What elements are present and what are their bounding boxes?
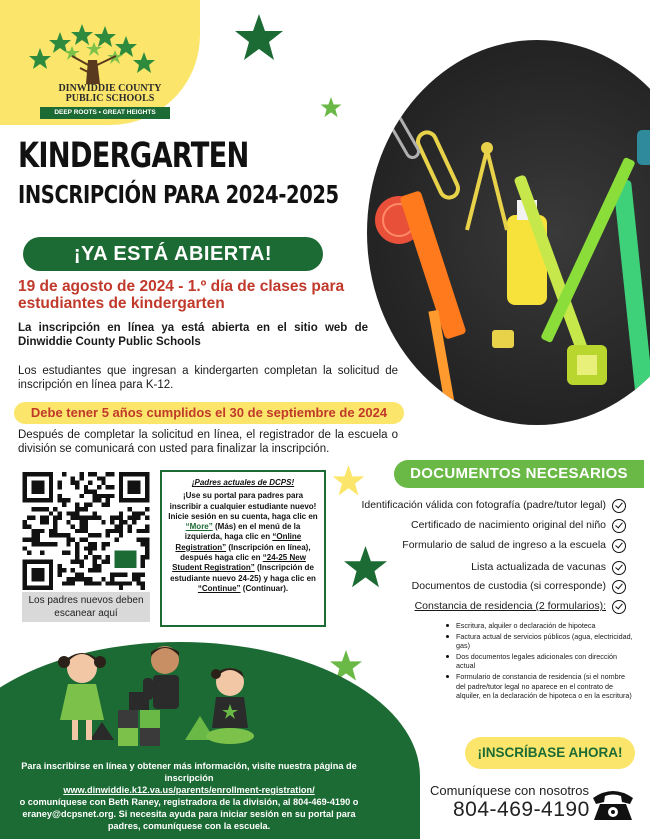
children-playing-illustration [30,640,280,760]
doc-custody: Documentos de custodia (si corresponde) [411,580,606,592]
students-notice: Los estudiantes que ingresan a kindergarten completan la solicitud de inscripción en línea para K-12. [18,365,398,391]
check-icon [612,539,626,553]
list-item: Factura actual de servicios públicos (agua, electricidad, gas) [446,632,636,651]
school-supplies-photo [367,40,650,425]
contact-label: Comuníquese con nosotros [430,783,589,798]
telephone-icon [590,786,636,822]
list-item: Dos documentos legales adicionales con dirección actual [446,652,636,671]
check-icon [612,499,626,513]
page-title: KINDERGARTEN [18,136,249,176]
online-registration-link[interactable]: “Online Registration” [175,532,302,552]
tree-logo-icon [20,18,165,90]
enroll-now-button[interactable]: ¡INSCRÍBASE AHORA! [465,737,635,769]
district-tagline: DEEP ROOTS • GREAT HEIGHTS [40,107,170,119]
footer-info: Para inscribirse en línea y obtener más información, visite nuestra página de inscripción www.dinwiddie.k12.va.us/parents/enrollment-registration/ o comuníquese con Beth Raney, registradora de la división, al 804-469-4190 o eraney@dcpsnet.org. Si necesita ayuda para iniciar sesión en su portal para padres, comuníquese con la escuela. [14,760,364,832]
first-day-notice: 19 de agosto de 2024 - 1.º día de clases para estudiantes de kindergarten [18,278,345,312]
doc-birth-certificate: Certificado de nacimiento original del niño [411,519,606,531]
open-banner: ¡YA ESTÁ ABIERTA! [23,237,323,271]
enrollment-url-link[interactable]: www.dinwiddie.k12.va.us/parents/enrollment-registration/ [63,785,315,795]
portal-heading: ¡Padres actuales de DCPS! [191,478,295,487]
doc-residency: Constancia de residencia (2 formularios): [414,600,606,612]
contact-phone[interactable]: 804-469-4190 [453,798,590,821]
star-icon [234,14,284,62]
star-icon [332,465,365,497]
star-icon [320,97,342,118]
doc-health-form: Formulario de salud de ingreso a la escuela [402,539,606,551]
qr-caption: Los padres nuevos deben escanear aquí [22,592,150,622]
check-icon [612,580,626,594]
district-name: DINWIDDIE COUNTY PUBLIC SCHOOLS [58,83,162,104]
check-icon [612,600,626,614]
new-student-registration-link[interactable]: “24-25 New Student Registration” [172,553,306,573]
page-subtitle: INSCRIPCIÓN PARA 2024-2025 [18,180,339,209]
after-submission-notice: Después de completar la solicitud en línea, el registrador de la escuela o división se comunicará con usted para finalizar la inscripción. [18,429,398,455]
portal-body: ¡Use su portal para padres para inscribir a cualquier estudiante nuevo! Inicie sesión en su cuenta, haga clic en “More” (Más) en el menú de la izquierda, haga clic en “Online Registration” (Inscripción en línea), después haga clic en “24-25 New Student Registration” (Inscripción de estudiante nuevo 24-25) y haga clic en “Continue” (Continuar). [168,491,318,593]
doc-vaccines: Lista actualizada de vacunas [471,561,606,573]
age-requirement-banner: Debe tener 5 años cumplidos el 30 de septiembre de 2024 [14,402,404,424]
list-item: Formulario de constancia de residencia (si el nombre del padre/tutor legal no aparece en el contrato de alquiler, en la declaración de hipoteca o en la escritura) [446,672,636,701]
check-icon [612,519,626,533]
continue-link[interactable]: “Continue” [197,583,241,593]
qr-code-icon[interactable] [22,472,150,590]
check-icon [612,561,626,575]
doc-photo-id: Identificación válida con fotografía (padre/tutor legal) [361,499,606,511]
more-link[interactable]: “More” [185,522,213,532]
list-item: Escritura, alquiler o declaración de hipoteca [446,621,636,631]
online-notice: La inscripción en línea ya está abierta en el sitio web de Dinwiddie County Public Schools [18,322,368,348]
parent-portal-instructions [160,470,326,627]
documents-heading: DOCUMENTOS NECESARIOS [394,460,644,488]
star-icon [343,546,388,589]
residency-options-list [446,621,636,702]
